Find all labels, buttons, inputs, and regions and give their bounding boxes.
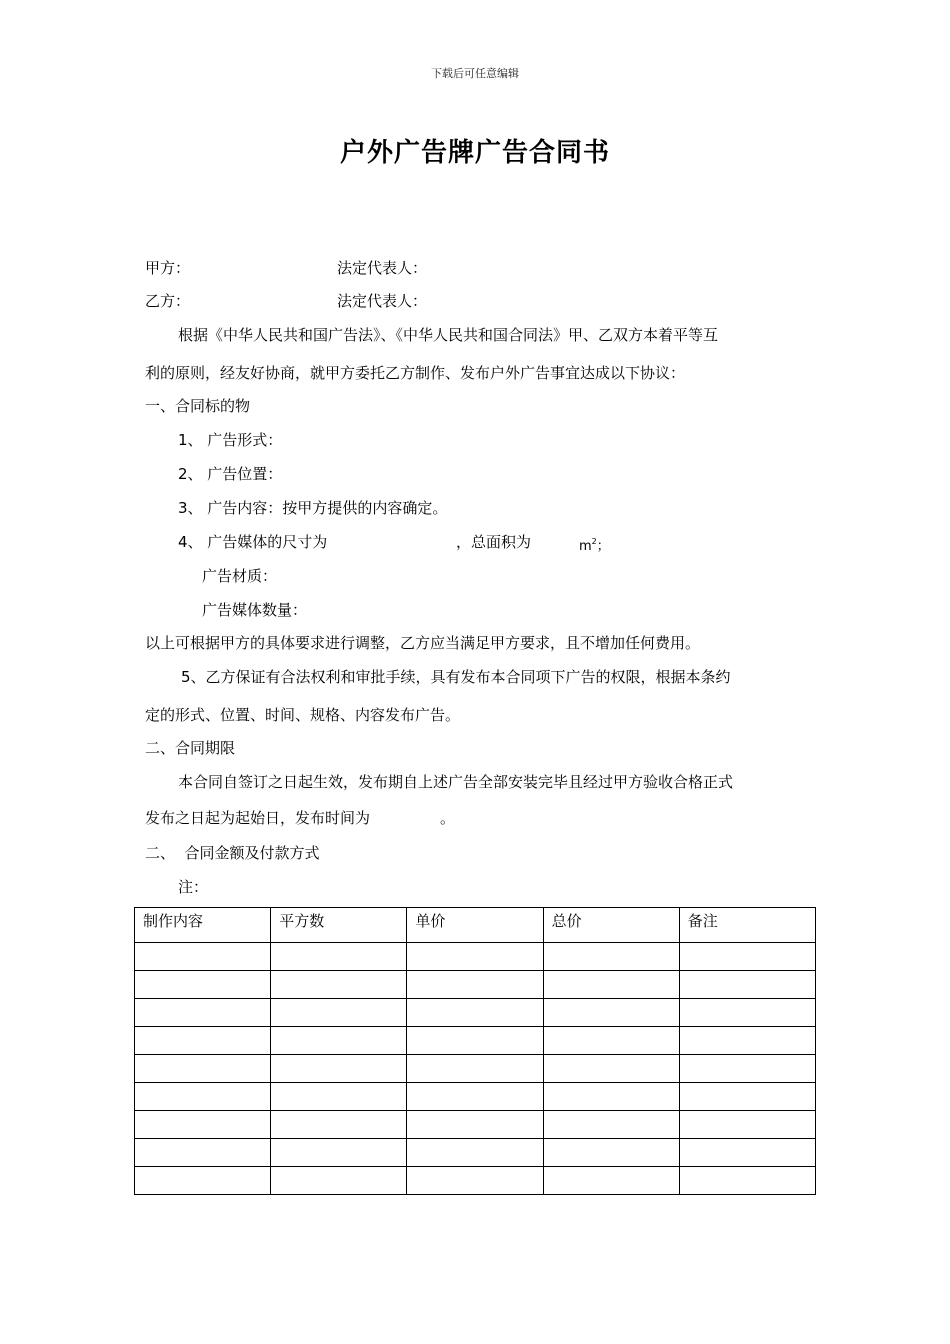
table-row — [135, 1167, 816, 1195]
table-row — [135, 1055, 816, 1083]
table-cell[interactable] — [543, 943, 679, 971]
term-line-2-end: 。 — [440, 809, 456, 827]
table-cell[interactable] — [679, 943, 815, 971]
item-4-unit: $m^2$； — [579, 537, 610, 554]
table-row — [135, 943, 816, 971]
table-cell[interactable] — [407, 971, 543, 999]
table-row — [135, 999, 816, 1027]
item-1: 1、 广告形式： — [178, 431, 283, 449]
table-cell[interactable] — [407, 943, 543, 971]
table-cell[interactable] — [135, 943, 271, 971]
table-cell[interactable] — [679, 1111, 815, 1139]
item-5-line-2: 定的形式、位置、时间、规格、内容发布广告。 — [145, 706, 461, 724]
table-header-row — [135, 908, 816, 943]
table-cell[interactable] — [271, 971, 407, 999]
table-row — [135, 1083, 816, 1111]
table-cell[interactable] — [407, 1111, 543, 1139]
intro-line-2: 利的原则，经友好协商，就甲方委托乙方制作、发布户外广告事宜达成以下协议： — [145, 364, 686, 382]
table-cell[interactable] — [407, 999, 543, 1027]
price-table — [134, 907, 816, 1195]
table-cell[interactable] — [271, 1167, 407, 1195]
item-4-area: ，总面积为 — [456, 533, 532, 551]
table-cell[interactable] — [679, 971, 815, 999]
header-cell-area: 平方数 — [271, 908, 407, 943]
party-b-label: 乙方： — [145, 292, 191, 310]
table-cell[interactable] — [407, 1139, 543, 1167]
section-3-heading: 二、 合同金额及付款方式 — [145, 844, 320, 862]
header-note: 下载后可任意编辑 — [431, 67, 519, 80]
table-cell[interactable] — [135, 971, 271, 999]
item-3: 3、 广告内容：按甲方提供的内容确定。 — [178, 499, 448, 517]
party-a-label: 甲方： — [145, 259, 191, 277]
table-cell[interactable] — [543, 1055, 679, 1083]
adjust-note: 以上可根据甲方的具体要求进行调整，乙方应当满足甲方要求，且不增加任何费用。 — [145, 634, 701, 652]
table-row — [135, 1027, 816, 1055]
table-cell[interactable] — [135, 1055, 271, 1083]
party-a-rep-label: 法定代表人： — [337, 259, 428, 277]
table-cell[interactable] — [271, 1083, 407, 1111]
item-4-prefix: 4、 广告媒体的尺寸为 — [178, 533, 328, 551]
table-cell[interactable] — [679, 1139, 815, 1167]
material-label: 广告材质： — [202, 567, 278, 585]
table-row — [135, 1111, 816, 1139]
table-row — [135, 971, 816, 999]
table-cell[interactable] — [407, 1083, 543, 1111]
table-cell[interactable] — [271, 1027, 407, 1055]
intro-line-1: 根据《中华人民共和国广告法》、《中华人民共和国合同法》甲、乙双方本着平等互 — [178, 326, 719, 344]
table-cell[interactable] — [543, 1083, 679, 1111]
table-cell[interactable] — [407, 1055, 543, 1083]
header-cell-unit-price: 单价 — [407, 908, 543, 943]
contract-title: 户外广告牌广告合同书 — [339, 138, 610, 168]
table-cell[interactable] — [135, 1167, 271, 1195]
table-cell[interactable] — [135, 1111, 271, 1139]
quantity-label: 广告媒体数量： — [202, 601, 308, 619]
table-cell[interactable] — [135, 1083, 271, 1111]
table-cell[interactable] — [543, 1111, 679, 1139]
header-cell-content: 制作内容 — [135, 908, 271, 943]
table-cell[interactable] — [543, 1139, 679, 1167]
table-cell[interactable] — [679, 1027, 815, 1055]
table-cell[interactable] — [543, 1167, 679, 1195]
table-cell[interactable] — [679, 1055, 815, 1083]
table-cell[interactable] — [543, 1027, 679, 1055]
table-cell[interactable] — [679, 1083, 815, 1111]
payment-note: 注： — [178, 878, 209, 896]
table-cell[interactable] — [679, 999, 815, 1027]
table-cell[interactable] — [407, 1167, 543, 1195]
table-cell[interactable] — [679, 1167, 815, 1195]
item-5-line-1: 5、乙方保证有合法权利和审批手续，具有发布本合同项下广告的权限，根据本条约 — [181, 668, 731, 686]
term-line-1: 本合同自签订之日起生效，发布期自上述广告全部安装完毕且经过甲方验收合格正式 — [178, 773, 734, 791]
party-b-rep-label: 法定代表人： — [337, 292, 428, 310]
table-cell[interactable] — [135, 1027, 271, 1055]
header-cell-remark: 备注 — [679, 908, 815, 943]
table-cell[interactable] — [543, 971, 679, 999]
section-2-heading: 二、合同期限 — [145, 739, 236, 757]
term-line-2: 发布之日起为起始日，发布时间为 — [145, 809, 371, 827]
section-1-heading: 一、合同标的物 — [145, 397, 251, 415]
table-cell[interactable] — [271, 1055, 407, 1083]
table-cell[interactable] — [135, 1139, 271, 1167]
table-cell[interactable] — [271, 1139, 407, 1167]
table-cell[interactable] — [543, 999, 679, 1027]
header-cell-total: 总价 — [543, 908, 679, 943]
item-2: 2、 广告位置： — [178, 465, 283, 483]
table-cell[interactable] — [407, 1027, 543, 1055]
table-cell[interactable] — [271, 999, 407, 1027]
table-cell[interactable] — [135, 999, 271, 1027]
table-cell[interactable] — [271, 943, 407, 971]
table-cell[interactable] — [271, 1111, 407, 1139]
table-row — [135, 1139, 816, 1167]
